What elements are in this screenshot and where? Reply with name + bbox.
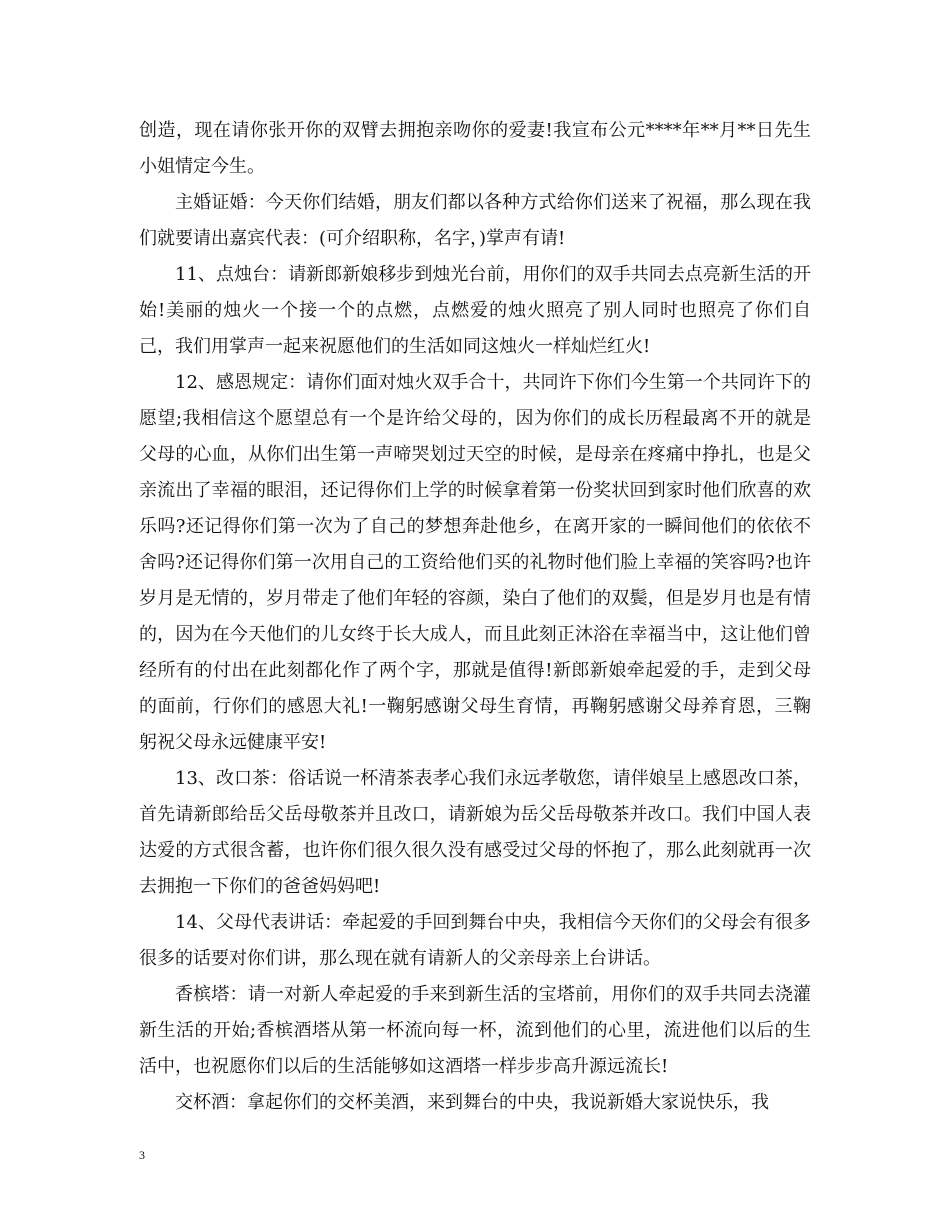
paragraph-officiant: 主婚证婚：今天你们结婚，朋友们都以各种方式给你们送来了祝福，那么现在我们就要请出嘉宾代表：(可介绍职称，名字，)掌声有请! <box>139 192 811 249</box>
paragraph-cross-cup-wine: 交杯酒：拿起你们的交杯美酒，来到舞台的中央，我说新婚大家说快乐，我 <box>175 1092 769 1113</box>
paragraph-continuation: 创造，现在请你张开你的双臂去拥抱亲吻你的爱妻!我宣布公元****年**月**日先生小姐情定今生。 <box>139 120 811 177</box>
page-number: 3 <box>139 1148 145 1162</box>
paragraph-candle-lighting: 11、点烛台：请新郎新娘移步到烛光台前，用你们的双手共同去点亮新生活的开始!美丽的烛火一个接一个的点燃，点燃爱的烛火照亮了别人同时也照亮了你们自己，我们用掌声一起来祝愿他们的生活如同这烛火一样灿烂红火! <box>139 264 811 357</box>
document-body <box>139 113 811 1121</box>
paragraph-gratitude: 12、感恩规定：请你们面对烛火双手合十，共同许下你们今生第一个共同许下的愿望;我相信这个愿望总有一个是许给父母的，因为你们的成长历程最离不开的就是父母的心血，从你们出生第一声啼哭划过天空的时候，是母亲在疼痛中挣扎，也是父亲流出了幸福的眼泪，还记得你们上学的时候拿着第一份奖状回到家时他们欣喜的欢乐吗?还记得你们第一次为了自己的梦想奔赴他乡，在离开家的一瞬间他们的依依不舍吗?还记得你们第一次用自己的工资给他们买的礼物时他们脸上幸福的笑容吗?也许岁月是无情的，岁月带走了他们年轻的容颜，染白了他们的双鬓，但是岁月也是有情的，因为在今天他们的儿女终于长大成人，而且此刻正沐浴在幸福当中，这让他们曾经所有的付出在此刻都化作了两个字，那就是值得!新郎新娘牵起爱的手，走到父母的面前，行你们的感恩大礼!一鞠躬感谢父母生育情，再鞠躬感谢父母养育恩，三鞠躬祝父母永远健康平安! <box>139 372 812 753</box>
paragraph-tea-ceremony: 13、改口茶：俗话说一杯清茶表孝心我们永远孝敬您，请伴娘呈上感恩改口茶，首先请新郎给岳父岳母敬茶并且改口，请新娘为岳父岳母敬茶并改口。我们中国人表达爱的方式很含蓄，也许你们很久很久没有感受过父母的怀抱了，那么此刻就再一次去拥抱一下你们的爸爸妈妈吧! <box>139 768 811 897</box>
paragraph-champagne-tower: 香槟塔：请一对新人牵起爱的手来到新生活的宝塔前，用你们的双手共同去浇灌新生活的开始;香槟酒塔从第一杯流向每一杯，流到他们的心里，流进他们以后的生活中，也祝愿你们以后的生活能够如这酒塔一样步步高升源远流长! <box>139 984 811 1077</box>
paragraph-parents-speech: 14、父母代表讲话：牵起爱的手回到舞台中央，我相信今天你们的父母会有很多很多的话要对你们讲，那么现在就有请新人的父亲母亲上台讲话。 <box>139 912 811 969</box>
